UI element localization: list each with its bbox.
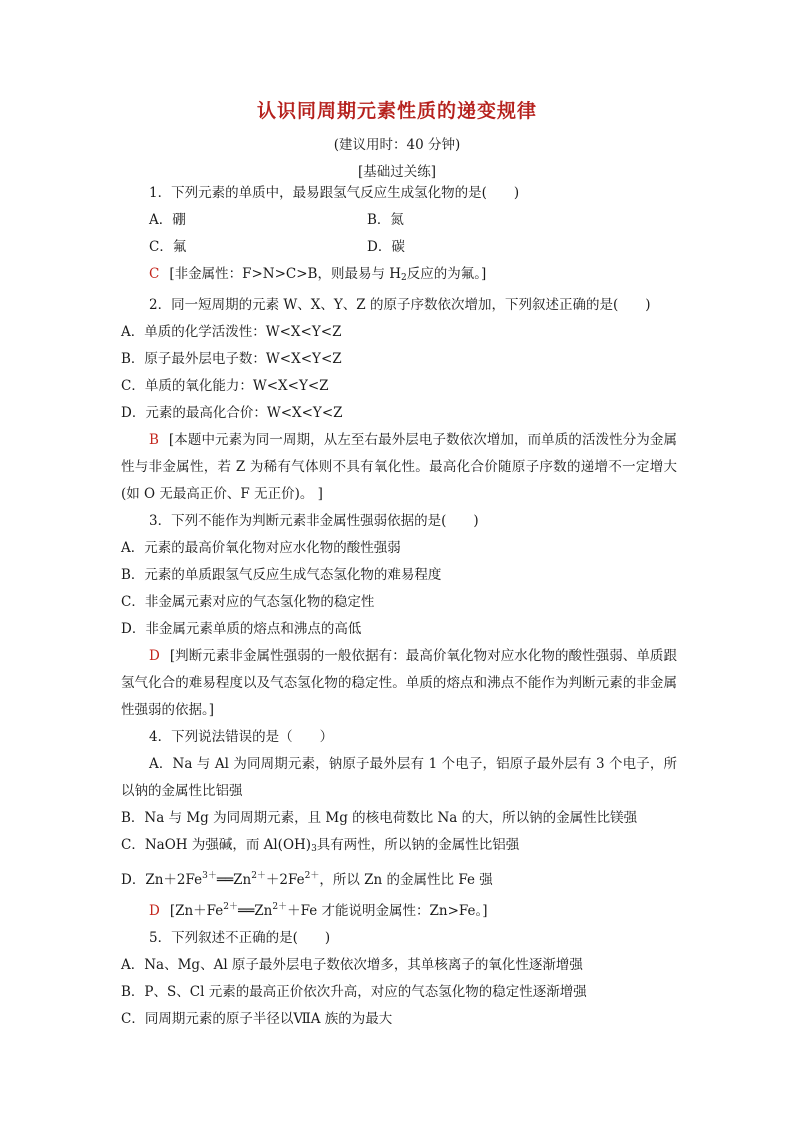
- option-c: C．NaOH 为强碱，而 $Al(OH)_3$具有两性，所以钠的金属性比铝强: [121, 837, 520, 854]
- answer-letter: B: [149, 432, 159, 448]
- question-1-options-row-2: [121, 234, 677, 261]
- question-5-stem: 5．下列叙述不正确的是( ): [149, 930, 331, 946]
- option-c: C．单质的氧化能力：W<X<Y<Z: [121, 378, 329, 394]
- option-a: A．Na 与 Al 为同周期元素，钠原子最外层有 1 个电子，铝原子最外层有 3 个电子，所以钠的金属性比铝强: [121, 756, 677, 799]
- option-d: D．非金属元素单质的熔点和沸点的高低: [121, 621, 362, 637]
- question-3-stem: 3．下列不能作为判断元素非金属性强弱依据的是( ): [149, 513, 479, 529]
- option-d: D．碳: [367, 239, 405, 255]
- question-4-stem: 4．下列说法错误的是（ ）: [149, 729, 334, 745]
- option-a: A．Na、Mg、Al 原子最外层电子数依次增多，其单核离子的氧化性逐渐增强: [121, 957, 583, 973]
- option-a: A．元素的最高价氧化物对应水化物的酸性强弱: [121, 540, 401, 556]
- option-b: B．氮: [367, 212, 404, 228]
- question-list: [121, 180, 677, 1033]
- section-heading: [基础过关练]: [357, 164, 437, 180]
- option-c: C．氟: [149, 239, 187, 255]
- question-1-options-row-1: [121, 207, 677, 234]
- option-b: B．元素的单质跟氢气反应生成气态氢化物的难易程度: [121, 567, 442, 583]
- option-a: A．单质的化学活泼性：W<X<Y<Z: [121, 324, 342, 340]
- question-4-answer: D [$Zn+Fe^{2+}══Zn^{2+}+Fe$ 才能说明金属性：Zn>Fe。]: [149, 902, 488, 919]
- option-d: D．$Zn+2Fe^{3+}══Zn^{2+}+2Fe^{2+}$，所以 Zn 的金属性比 Fe 强: [121, 871, 493, 888]
- option-d: D．元素的最高化合价：W<X<Y<Z: [121, 405, 343, 421]
- option-c: C．同周期元素的原子半径以ⅦA 族的为最大: [121, 1011, 393, 1027]
- question-2-answer: B [本题中元素为同一周期，从左至右最外层电子数依次增加，而单质的活泼性分为金属性与非金属性，若 Z 为稀有气体则不具有氧化性。最高化合价随原子序数的递增不一定增大(如 O 无最高正价、F 无正价)。 ]: [121, 432, 677, 502]
- suggested-time: (建议用时：40 分钟): [333, 137, 461, 153]
- option-c: C．非金属元素对应的气态氢化物的稳定性: [121, 594, 375, 610]
- page-title: 认识同周期元素性质的递变规律: [256, 100, 537, 122]
- question-1-stem: 1．下列元素的单质中，最易跟氢气反应生成氢化物的是( ): [149, 185, 520, 201]
- answer-letter: D: [149, 648, 160, 664]
- question-1-answer: C [非金属性：F>N>C>B，则最易与 $H_2$反应的为氟。]: [149, 266, 487, 283]
- answer-letter: C: [149, 266, 160, 282]
- question-2-stem: 2．同一短周期的元素 W、X、Y、Z 的原子序数依次增加，下列叙述正确的是( ): [149, 297, 651, 313]
- option-b: B．P、S、Cl 元素的最高正价依次升高，对应的气态氢化物的稳定性逐渐增强: [121, 984, 587, 1000]
- answer-letter: D: [149, 903, 160, 919]
- question-3-answer: D [判断元素非金属性强弱的一般依据有：最高价氧化物对应水化物的酸性强弱、单质跟氢气化合的难易程度以及气态氢化物的稳定性。单质的熔点和沸点不能作为判断元素的非金属性强弱的依据。]: [121, 648, 677, 718]
- option-b: B．原子最外层电子数：W<X<Y<Z: [121, 351, 342, 367]
- option-a: A．硼: [149, 212, 186, 228]
- option-b: B．Na 与 Mg 为同周期元素，且 Mg 的核电荷数比 Na 的大，所以钠的金属性比镁强: [121, 810, 638, 826]
